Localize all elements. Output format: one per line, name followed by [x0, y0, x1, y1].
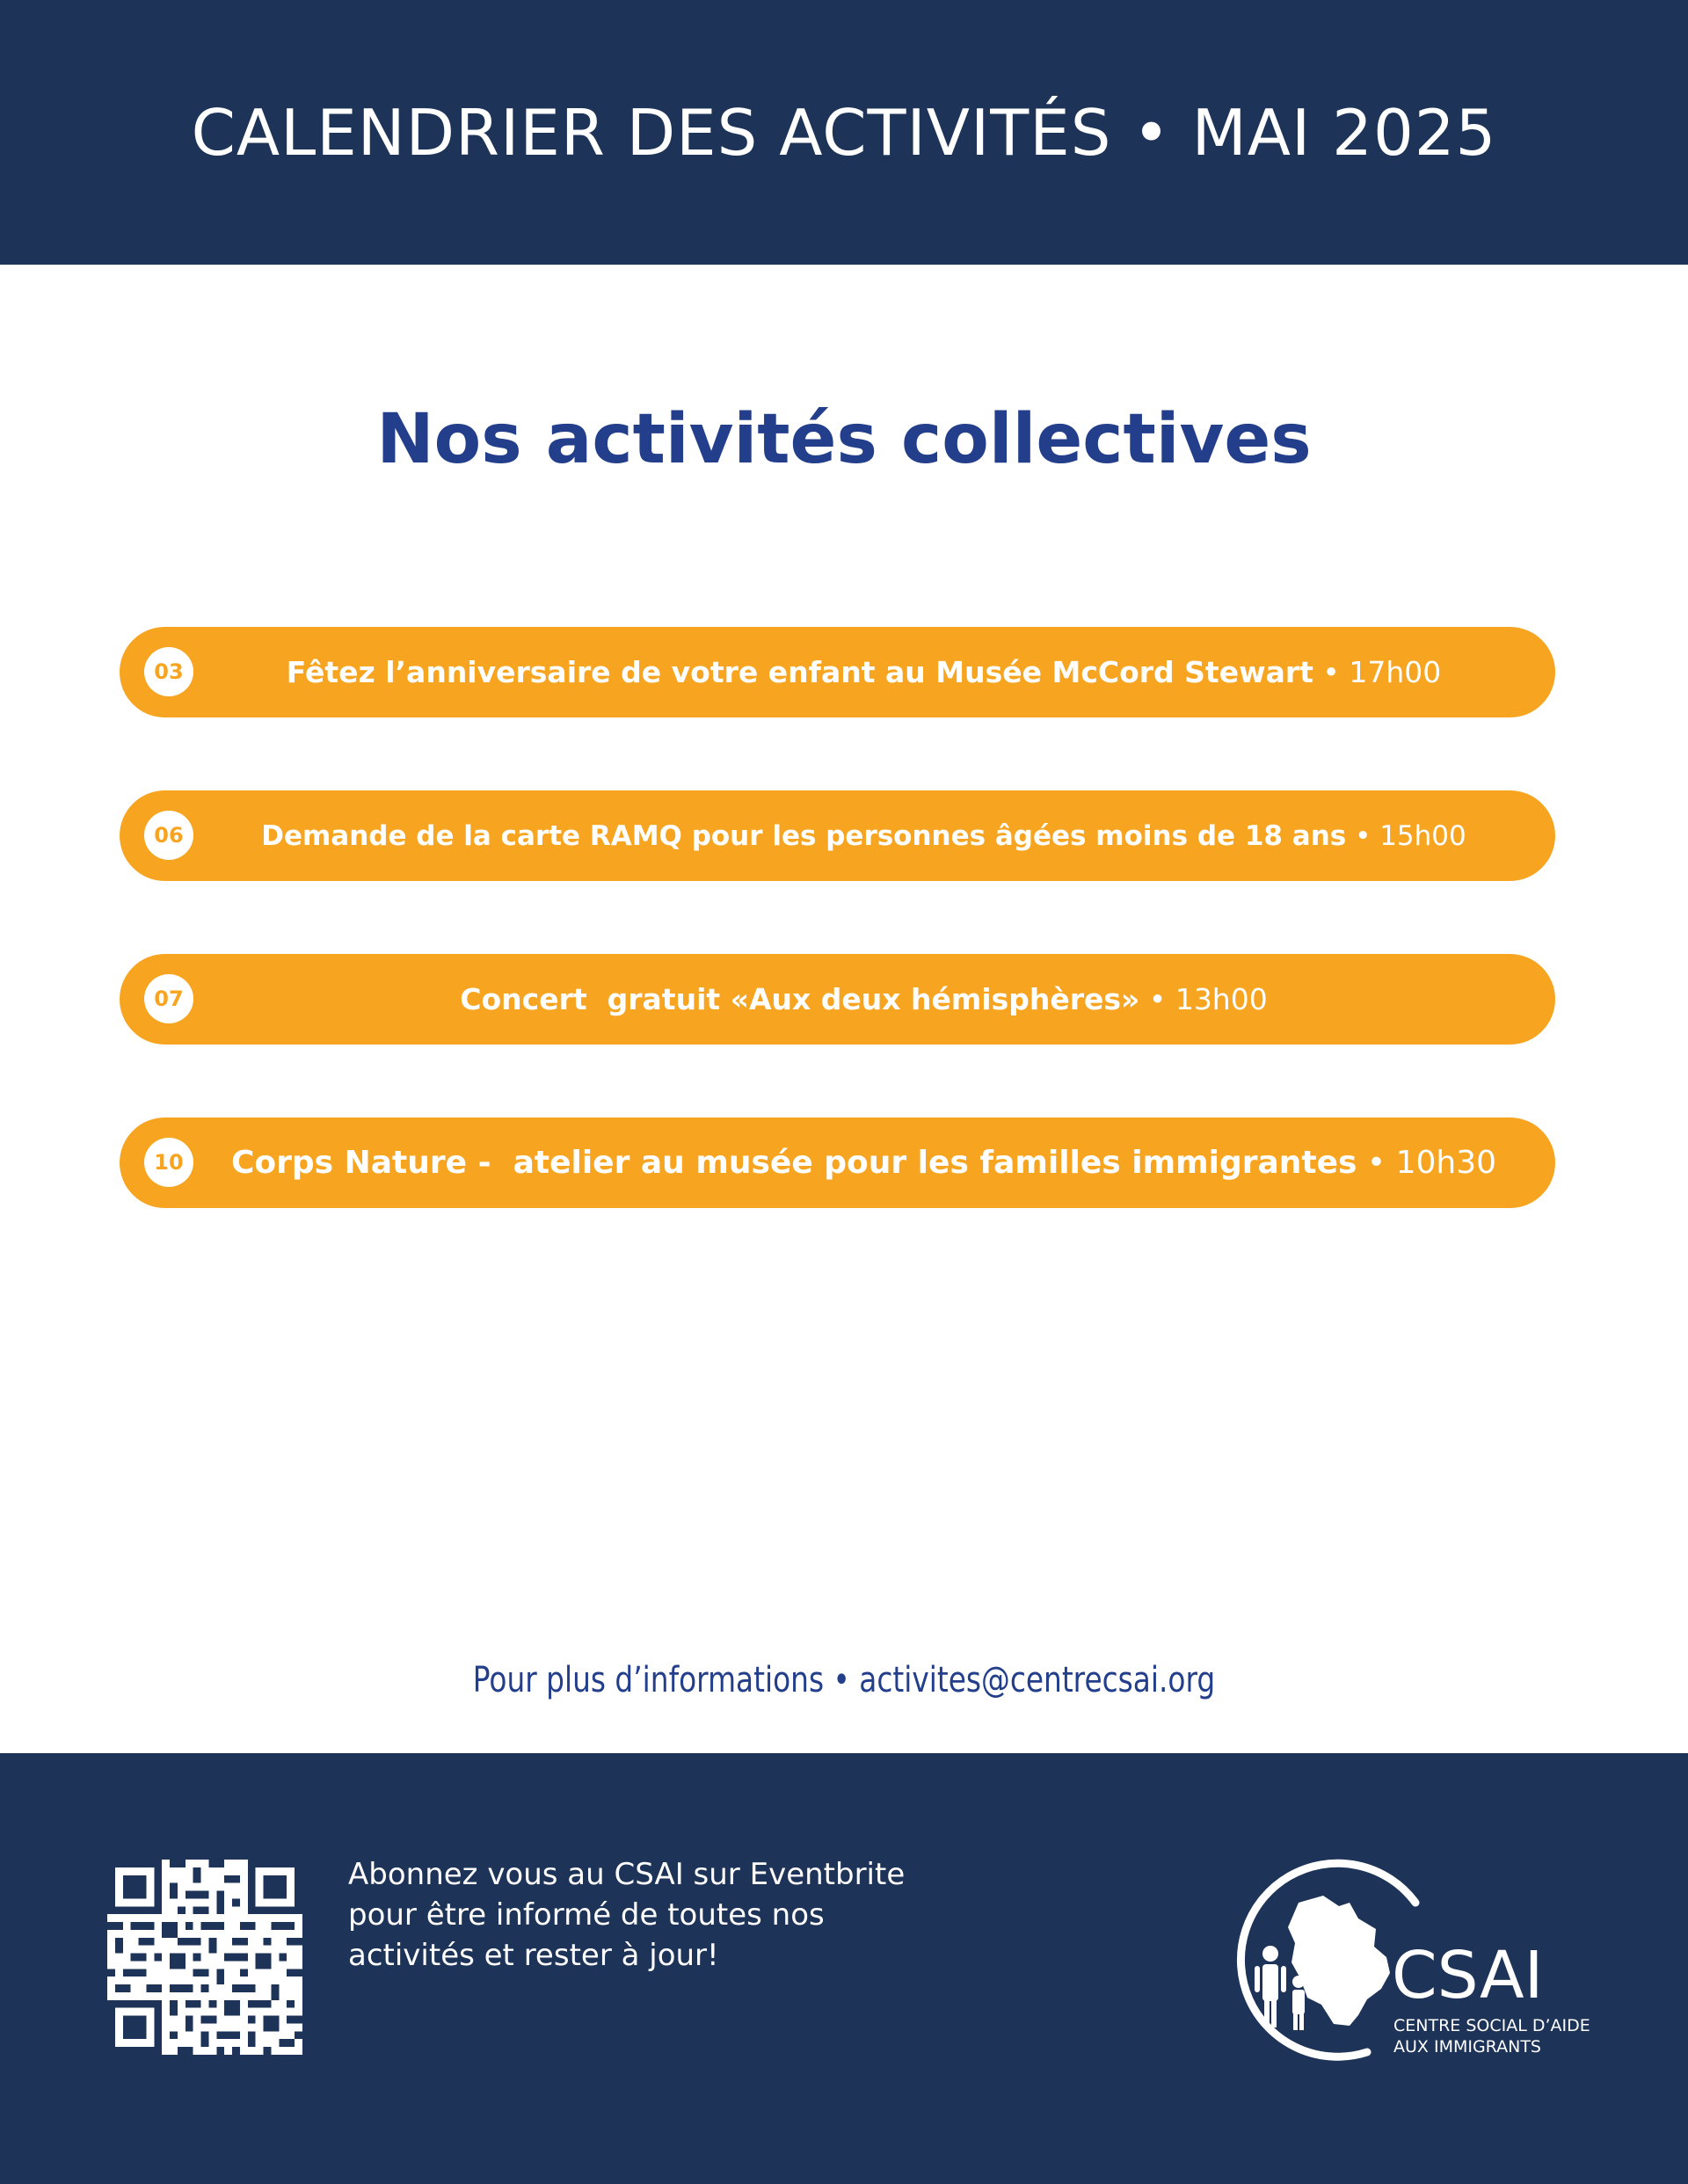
logo-subtitle-line-1: CENTRE SOCIAL D’AIDE — [1393, 2016, 1590, 2035]
page-title: CALENDRIER DES ACTIVITÉS • MAI 2025 — [191, 95, 1497, 170]
activity-text — [178, 1145, 1496, 1181]
activity-date-badge: 07 — [144, 974, 193, 1023]
activity-text — [208, 820, 1466, 852]
activity-time: • 13h00 — [1139, 982, 1268, 1016]
header-banner — [0, 0, 1688, 265]
activity-title: Concert gratuit «Aux deux hémisphères» — [460, 982, 1140, 1016]
activity-date-badge: 03 — [144, 647, 193, 696]
activity-item[interactable] — [120, 627, 1555, 717]
activity-text — [407, 982, 1267, 1016]
subscribe-text: Abonnez vous au CSAI sur Eventbrite pour être informé de toutes nos activités et rester à jour! — [348, 1857, 906, 1973]
logo-text: CSAI — [1392, 1938, 1544, 2013]
activity-date-badge: 10 — [144, 1138, 193, 1187]
logo-subtitle-line-2: AUX IMMIGRANTS — [1393, 2037, 1541, 2057]
activity-date-badge: 06 — [144, 811, 193, 860]
activity-text — [234, 655, 1441, 689]
activity-title: Fêtez l’anniversaire de votre enfant au Musée McCord Stewart — [286, 655, 1313, 689]
activity-time: • 10h30 — [1357, 1145, 1497, 1181]
csai-logo — [1218, 1850, 1604, 2070]
qr-code-icon[interactable] — [107, 1860, 302, 2055]
activity-title: Demande de la carte RAMQ pour les personnes âgées moins de 18 ans — [261, 819, 1347, 852]
activity-title: Corps Nature - atelier au musée pour les familles immigrantes — [230, 1145, 1357, 1181]
contact-info[interactable]: Pour plus d’informations • activites@centrecsai.org — [472, 1660, 1216, 1700]
footer — [0, 1753, 1688, 2184]
activities-list — [120, 627, 1555, 1281]
activity-item[interactable] — [120, 954, 1555, 1045]
activity-time: • 17h00 — [1313, 655, 1442, 689]
activity-time: • 15h00 — [1346, 819, 1466, 852]
activity-item[interactable] — [120, 790, 1555, 881]
activity-item[interactable] — [120, 1117, 1555, 1208]
section-title: Nos activités collectives — [376, 400, 1312, 479]
